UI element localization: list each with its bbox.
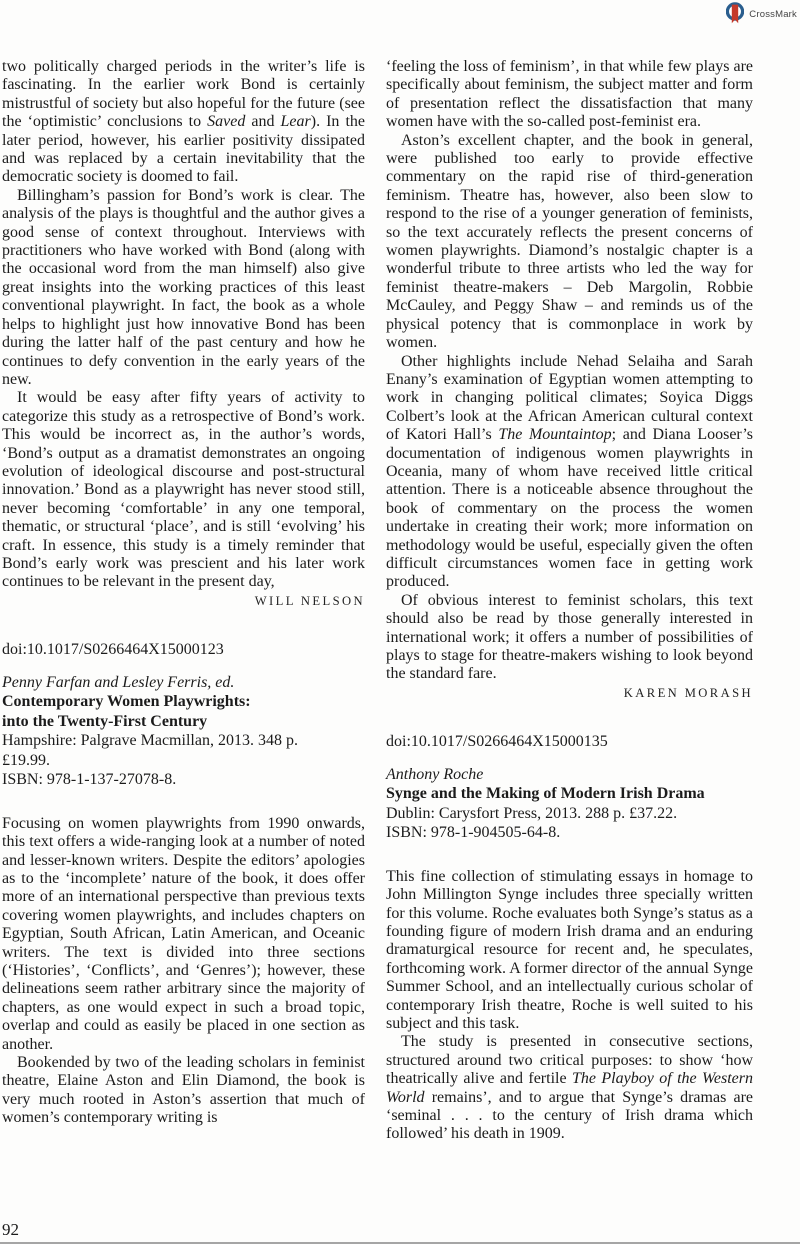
reviewer-name: KAREN MORASH xyxy=(623,685,753,700)
book-heading xyxy=(2,673,365,790)
book-isbn: ISBN: 978-1-904505-64-8. xyxy=(386,824,561,842)
crossmark-icon xyxy=(726,2,744,27)
left-column xyxy=(2,58,365,1144)
review-paragraph: ‘feeling the loss of feminism’, in that while few plays are specifically about feminism, the subject matter and form of presentation reflect the dissatisfaction that many women have with the so-called post-feminist era. xyxy=(386,58,753,131)
review-paragraph: Of obvious interest to feminist scholars, this text should also be read by those generally interested in international work; it offers a number of possibilities of plays to stage for theatre-makers wishing to look beyond the standard fare. xyxy=(386,591,753,683)
doi-line: doi:10.1017/S0266464X15000123 xyxy=(2,641,224,659)
book-isbn: ISBN: 978-1-137-27078-8. xyxy=(2,771,177,789)
crossmark-badge[interactable] xyxy=(726,2,797,27)
book-publisher: Hampshire: Palgrave Macmillan, 2013. 348 p. xyxy=(2,732,298,750)
review-paragraph: The study is presented in consecutive sections, structured around two critical purposes: to show ‘how theatrically alive and fertile The Playboy of the Western World remains’, and to argue that Synge’s dramas are ‘seminal . . . to the century of Irish drama which followed’ his death in 1909. xyxy=(386,1033,753,1143)
book-title-line: Contemporary Women Playwrights: xyxy=(2,693,251,711)
book-editors: Penny Farfan and Lesley Ferris, ed. xyxy=(2,673,235,691)
review-paragraph: Bookended by two of the leading scholars in feminist theatre, Elaine Aston and Elin Diamond, the book is very much rooted in Aston’s assertion that much of women’s contemporary writing is xyxy=(2,1053,365,1127)
two-column-text xyxy=(2,58,753,1144)
page-number: 92 xyxy=(2,1220,19,1239)
book-price: £19.99. xyxy=(2,751,50,769)
review-paragraph: Other highlights include Nehad Selaiha and Sarah Enany’s examination of Egyptian women attempting to work in changing political climates; Soyica Diggs Colbert’s look at the African American cultural context of Katori Hall’s The Mountaintop; and Diana Looser’s documentation of indigenous women playwrights in Oceania, many of whom have received little critical attention. There is a noticeable absence throughout the book of commentary on the process the women undertake in creating their work; more information on methodology would be useful, especially given the often difficult circumstances women face in getting work produced. xyxy=(386,352,754,591)
reviewer-name: WILL NELSON xyxy=(254,593,365,608)
book-title-line: into the Twenty-First Century xyxy=(2,712,208,730)
doi-line: doi:10.1017/S0266464X15000135 xyxy=(386,733,608,751)
review-paragraph: This fine collection of stimulating essays in homage to John Millington Synge includes three specially written for this volume. Roche evaluates both Synge’s status as a founding figure of modern Irish drama and an enduring dramaturgical resource for recent and, he speculates, forthcoming work. A former director of the annual Synge Summer School, and an intellectually curious scholar of contemporary Irish theatre, Roche is well suited to his subject and this task. xyxy=(386,867,753,1032)
crossmark-label: CrossMark xyxy=(749,9,797,20)
review-paragraph: Aston’s excellent chapter, and the book in general, were published too early to provide effective commentary on the rapid rise of third-generation feminism. Theatre has, however, also been slow to respond to the rise of a younger generation of feminists, so the text accurately reflects the present concerns of women playwrights. Diamond’s nostalgic chapter is a wonderful tribute to three artists who led the way for feminist theatre-makers – Deb Margolin, Robbie McCauley, and Peggy Shaw – and reminds us of the physical potency that is commonplace in work by women. xyxy=(386,131,753,352)
book-publisher: Dublin: Carysfort Press, 2013. 288 p. £37.22. xyxy=(386,804,678,822)
review-paragraph: two politically charged periods in the writer’s life is fascinating. In the earlier work Bond is certainly mistrustful of society but also hopeful for the future (see the ‘optimistic’ conclusions to Saved and Lear). In the later period, however, his earlier positivity dissipated and was replaced by a certain inevitability that the democratic society is doomed to fail. xyxy=(2,58,365,186)
book-author: Anthony Roche xyxy=(386,765,484,783)
book-heading xyxy=(386,765,753,843)
book-title-line: Synge and the Making of Modern Irish Drama xyxy=(386,785,705,803)
review-paragraph: It would be easy after fifty years of activity to categorize this study as a retrospective of Bond’s work. This would be incorrect as, in the author’s words, ‘Bond’s output as a dramatist demonstrates an ongoing evolution of ideological discourse and post-structural innovation.’ Bond as a playwright has never stood still, never becoming ‘comfortable’ in any one temporal, thematic, or structural ‘place’, and is still ‘evolving’ his craft. In essence, this study is a timely reminder that Bond’s early work was prescient and his later work continues to be relevant in the present day, xyxy=(2,389,365,591)
right-column xyxy=(386,58,753,1144)
review-paragraph: Billingham’s passion for Bond’s work is clear. The analysis of the plays is thoughtful and the author gives a good sense of context throughout. Interviews with practitioners who have worked with Bond (along with the occasional word from the man himself) also give great insights into the working practices of this least conventional playwright. In fact, the book as a whole helps to highlight just how innovative Bond has been during the latter half of the past century and how he continues to defy convention in the early years of the new. xyxy=(2,186,365,388)
review-paragraph: Focusing on women playwrights from 1990 onwards, this text offers a wide-ranging look at a number of noted and lesser-known writers. Despite the editors’ apologies as to the ‘incomplete’ nature of the book, it does offer more of an international perspective than previous texts covering women playwrights, and includes chapters on Egyptian, South African, Latin American, and Oceanic writers. The text is divided into three sections (‘Histories’, ‘Conflicts’, and ‘Genres’); however, these delineations seem rather arbitrary since the majority of chapters, as one would expect in such a broad topic, overlap and could as easily be placed in one section as another. xyxy=(2,814,365,1053)
